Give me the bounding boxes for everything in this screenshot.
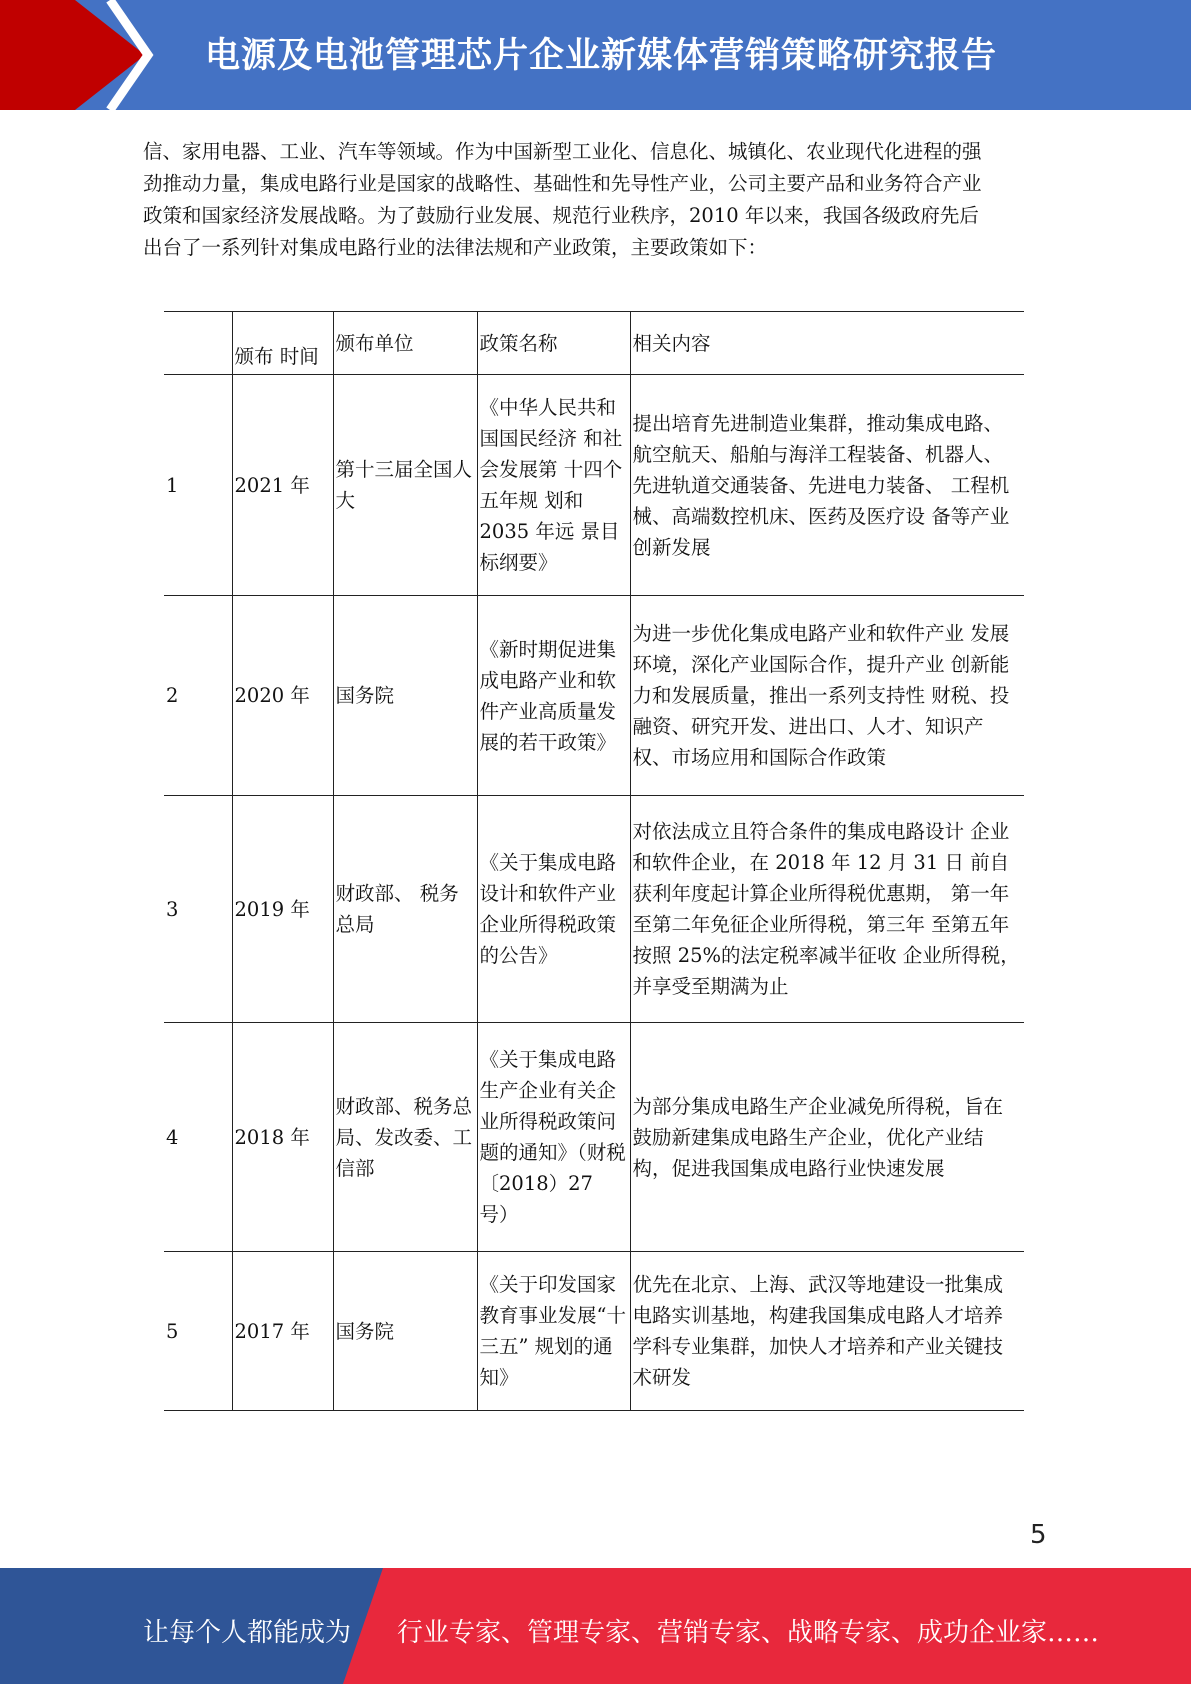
cell-org: 国务院 — [333, 596, 477, 796]
policy-table — [164, 311, 1024, 1411]
page-footer — [0, 1568, 1191, 1684]
cell-policy-name: 《中华人民共和国国民经济 和社会发展第 十四个五年规 划和 2035 年远 景目标纲要》 — [477, 375, 630, 596]
intro-line: 出台了一系列针对集成电路行业的法律法规和产业政策，主要政策如下： — [143, 236, 768, 259]
report-title: 电源及电池管理芯片企业新媒体营销策略研究报告 — [205, 36, 998, 76]
header-org: 颁布单位 — [333, 312, 477, 375]
table-row — [164, 1252, 1024, 1411]
cell-time: 2017 年 — [232, 1252, 333, 1411]
cell-index: 1 — [166, 473, 179, 497]
table-row — [164, 796, 1024, 1023]
header-policy-name: 政策名称 — [477, 312, 630, 375]
cell-policy-name: 《关于印发国家教育事业发展“十三五” 规划的通知》 — [477, 1252, 630, 1411]
cell-time: 2019 年 — [232, 796, 333, 1023]
cell-content: 提出培育先进制造业集群，推动集成电路、航空航天、船舶与海洋工程装备、机器人、先进轨道交通装备、先进电力装备、 工程机械、高端数控机床、医药及医疗设 备等产业创新发展 — [630, 375, 1024, 596]
cell-org: 财政部、 税务总局 — [333, 796, 477, 1023]
cell-org: 财政部、税务总局、发改委、工信部 — [333, 1023, 477, 1252]
table-row — [164, 1023, 1024, 1252]
footer-slogan-left: 让每个人都能成为 — [143, 1618, 352, 1648]
cell-org: 国务院 — [333, 1252, 477, 1411]
table-header-row — [164, 312, 1024, 375]
cell-content: 为部分集成电路生产企业减免所得税，旨在鼓励新建集成电路生产企业，优化产业结构，促进我国集成电路行业快速发展 — [630, 1023, 1024, 1252]
table-row — [164, 596, 1024, 796]
cell-content: 优先在北京、上海、武汉等地建设一批集成电路实训基地，构建我国集成电路人才培养学科专业集群，加快人才培养和产业关键技术研发 — [630, 1252, 1024, 1411]
cell-content: 为进一步优化集成电路产业和软件产业 发展环境，深化产业国际合作，提升产业 创新能力和发展质量，推出一系列支持性 财税、投融资、研究开发、进出口、人才、知识产权、市场应用和国际合作政策 — [630, 596, 1024, 796]
cell-policy-name: 《关于集成电路生产企业有关企业所得税政策问题的通知》（财税〔2018）27 号） — [477, 1023, 630, 1252]
cell-index: 5 — [166, 1319, 179, 1343]
header-index — [164, 312, 232, 375]
page-header — [0, 0, 1191, 110]
table-row — [164, 375, 1024, 596]
cell-index: 2 — [166, 684, 179, 707]
cell-policy-name: 《新时期促进集成电路产业和软件产业高质量发展的若干政策》 — [477, 596, 630, 796]
intro-line: 劲推动力量，集成电路行业是国家的战略性、基础性和先导性产业，公司主要产品和业务符合产业 — [143, 172, 982, 195]
header-time: 颁布 时间 — [232, 312, 333, 375]
cell-time: 2020 年 — [232, 596, 333, 796]
cell-org: 第十三届全国人大 — [333, 375, 477, 596]
intro-line: 信、家用电器、工业、汽车等领域。作为中国新型工业化、信息化、城镇化、农业现代化进程的强 — [143, 140, 982, 163]
intro-paragraph — [143, 136, 1048, 264]
intro-line: 政策和国家经济发展战略。为了鼓励行业发展、规范行业秩序，2010 年以来，我国各级政府先后 — [143, 204, 979, 227]
cell-content: 对依法成立且符合条件的集成电路设计 企业和软件企业，在 2018 年 12 月 31 日 前自获利年度起计算企业所得税优惠期， 第一年至第二年免征企业所得税，第三年 至第五年按照 25%的法定税率减半征收 企业所得税，并享受至期满为止 — [630, 796, 1024, 1023]
header-content: 相关内容 — [630, 312, 1024, 375]
footer-slogan-right: 行业专家、管理专家、营销专家、战略专家、成功企业家…… — [397, 1618, 1100, 1648]
cell-time: 2018 年 — [232, 1023, 333, 1252]
cell-time: 2021 年 — [232, 375, 333, 596]
page-number: 5 — [1030, 1520, 1047, 1550]
cell-policy-name: 《关于集成电路设计和软件产业企业所得税政策的公告》 — [477, 796, 630, 1023]
cell-index: 4 — [166, 1125, 179, 1149]
cell-index: 3 — [166, 897, 179, 921]
